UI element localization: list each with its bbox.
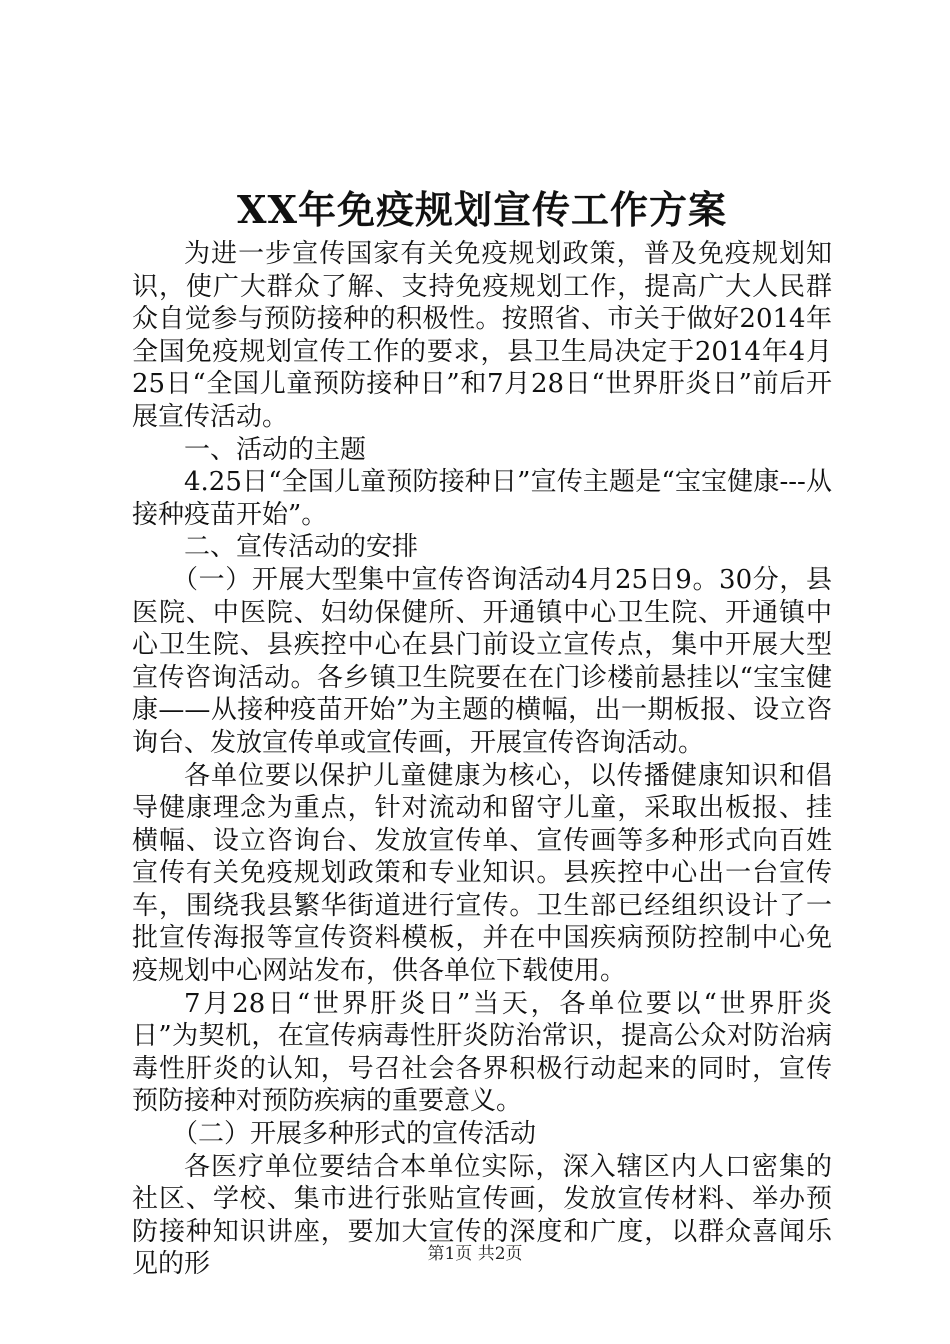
document-body <box>132 238 832 1281</box>
theme-paragraph: 4.25日“全国儿童预防接种日”宣传主题是“宝宝健康---从接种疫苗开始”。 <box>132 467 832 530</box>
medical-units-paragraph: 各医疗单位要结合本单位实际，深入辖区内人口密集的社区、学校、集市进行张贴宣传画，发放宣传材料、举办预防接种知识讲座，要加大宣传的深度和广度，以群众喜闻乐见的形 <box>132 1151 832 1280</box>
document-page <box>132 182 832 1281</box>
intro-paragraph: 为进一步宣传国家有关免疫规划政策，普及免疫规划知识，使广大群众了解、支持免疫规划工作，提高广大人民群众自觉参与预防接种的积极性。按照省、市关于做好2014年全国免疫规划宣传工作的要求，县卫生局决定于2014年4月25日“全国儿童预防接种日”和7月28日“世界肝炎日”前后开展宣传活动。 <box>132 239 832 432</box>
section-heading-arrangement: 二、宣传活动的安排 <box>184 532 419 563</box>
units-paragraph: 各单位要以保护儿童健康为核心，以传播健康知识和倡导健康理念为重点，针对流动和留守儿童，采取出板报、挂横幅、设立咨询台、发放宣传单、宣传画等多种形式向百姓宣传有关免疫规划政策和专业知识。县疾控中心出一台宣传车，围绕我县繁华街道进行宣传。卫生部已经组织设计了一批宣传海报等宣传资料模板，并在中国疾病预防控制中心免疫规划中心网站发布，供各单位下载使用。 <box>132 760 832 987</box>
document-title: XX年免疫规划宣传工作方案 <box>237 187 727 232</box>
hepatitis-day-paragraph: 7月28日“世界肝炎日”当天，各单位要以“世界肝炎日”为契机，在宣传病毒性肝炎防治常识，提高公众对防治病毒性肝炎的认知，号召社会各界积极行动起来的同时，宣传预防接种对预防疾病的重要意义。 <box>132 988 832 1117</box>
subsection-two-heading: （二）开展多种形式的宣传活动 <box>172 1119 537 1150</box>
section-heading-theme: 一、活动的主题 <box>184 434 367 465</box>
subsection-one-paragraph: （一）开展大型集中宣传咨询活动4月25日9。30分，县医院、中医院、妇幼保健所、开通镇中心卫生院、开通镇中心卫生院、县疾控中心在县门前设立宣传点，集中开展大型宣传咨询活动。各乡镇卫生院要在在门诊楼前悬挂以“宝宝健康——从接种疫苗开始”为主题的横幅，出一期板报、设立咨询台、发放宣传单或宣传画，开展宣传咨询活动。 <box>132 564 832 758</box>
page-number-footer: 第1页 共2页 <box>427 1244 523 1264</box>
